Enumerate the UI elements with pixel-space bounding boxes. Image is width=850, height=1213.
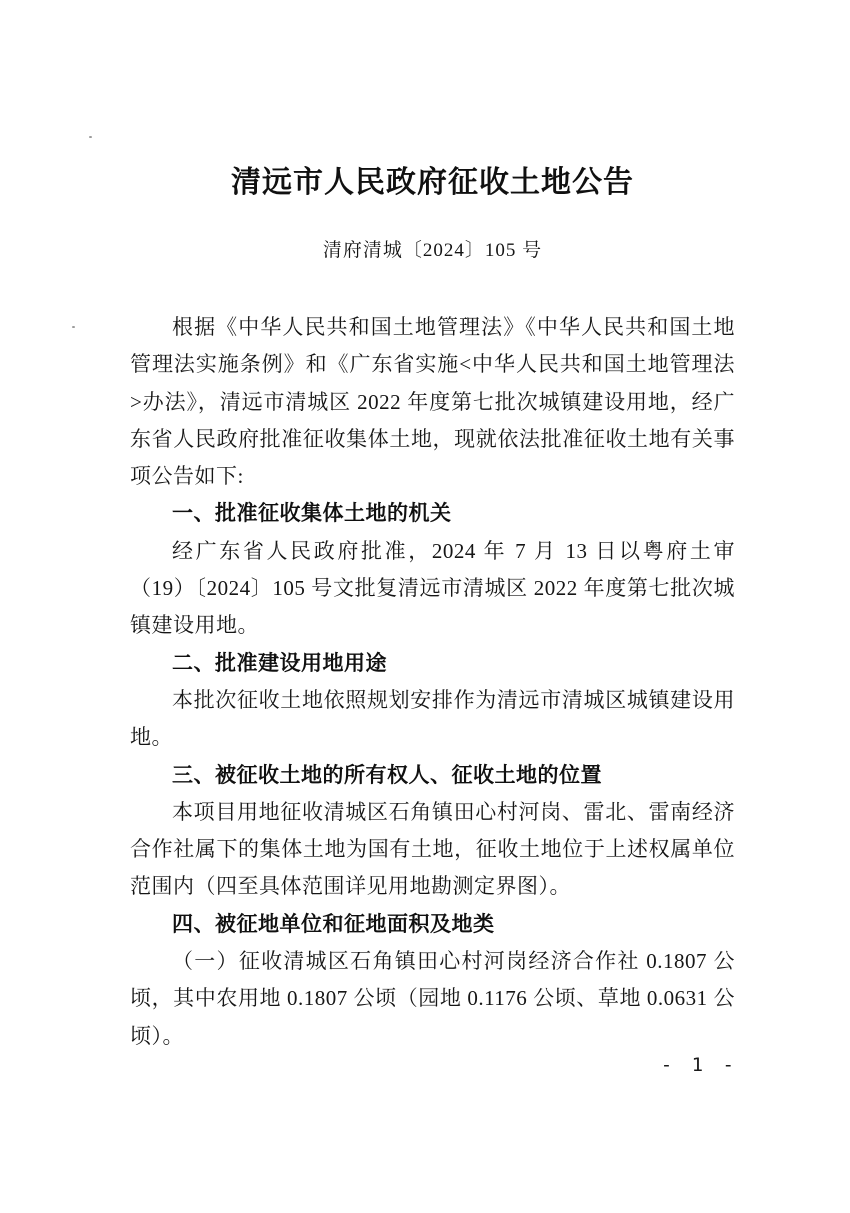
section-1-heading: 一、批准征收集体土地的机关 [172, 502, 452, 526]
section-4-item-1: （一）征收清城区石角镇田心村河岗经济合作社 0.1807 公顷，其中农用地 0.1807 公顷（园地 0.1176 公顷、草地 0.0631 公顷）。 [130, 949, 735, 1048]
section-2-heading: 二、批准建设用地用途 [172, 651, 387, 675]
scan-speck [89, 136, 92, 138]
section-3-body: 本项目用地征收清城区石角镇田心村河岗、雷北、雷南经济合作社属下的集体土地为国有土地，征收土地位于上述权属单位范围内（四至具体范围详见用地勘测定界图）。 [130, 799, 735, 899]
page-number: - 1 - [660, 1054, 738, 1076]
intro-paragraph: 根据《中华人民共和国土地管理法》《中华人民共和国土地管理法实施条例》和《广东省实施<中华人民共和国土地管理法>办法》，清远市清城区 2022 年度第七批次城镇建设用地，经广东省人民政府批准征收集体土地，现就依法批准征收土地有关事项公告如下: [130, 315, 735, 489]
section-3-heading: 三、被征收土地的所有权人、征收土地的位置 [172, 763, 602, 787]
document-title: 清远市人民政府征收土地公告 [231, 166, 634, 199]
scan-speck [72, 326, 75, 328]
document-body [130, 309, 735, 1055]
section-1-body: 经广东省人民政府批准，2024 年 7 月 13 日以粤府土审（19）〔2024〕105 号文批复清远市清城区 2022 年度第七批次城镇建设用地。 [130, 538, 735, 638]
section-4-heading: 四、被征地单位和征地面积及地类 [172, 912, 495, 936]
document-number: 清府清城〔2024〕105 号 [322, 240, 543, 261]
section-2-body: 本批次征收土地依照规划安排作为清远市清城区城镇建设用地。 [130, 687, 735, 750]
